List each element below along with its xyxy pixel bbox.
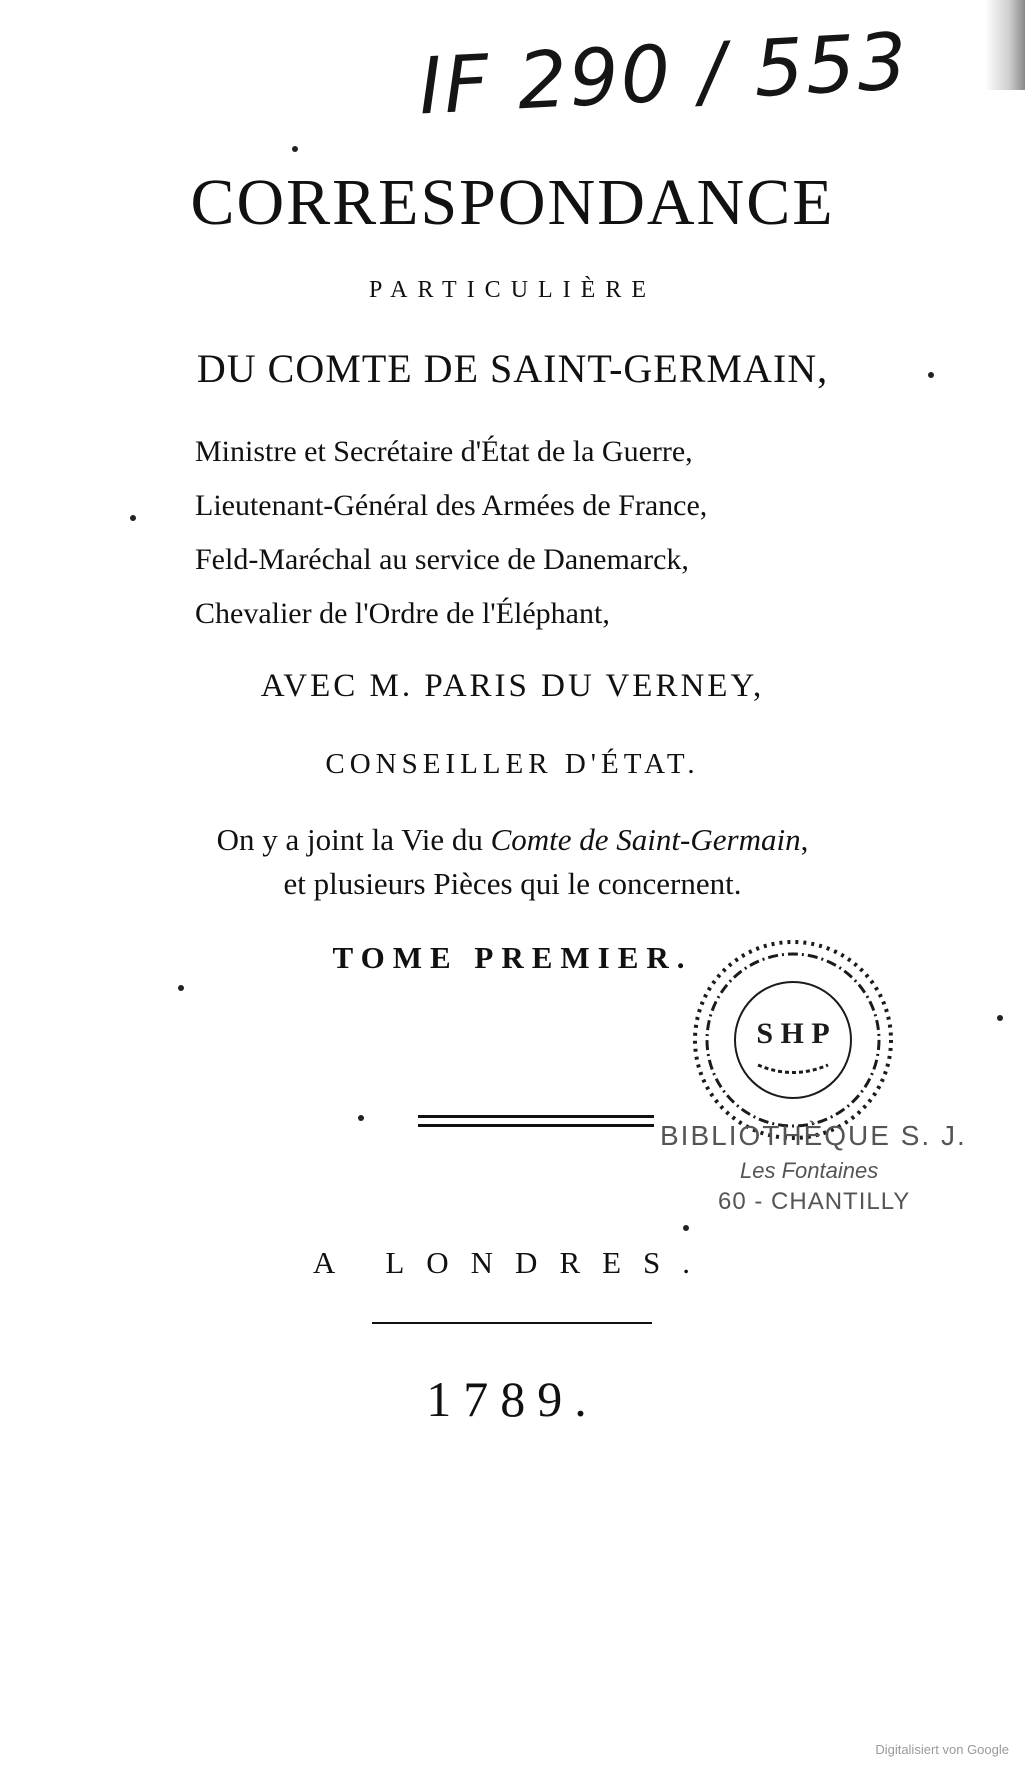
imprint-rule	[372, 1322, 652, 1324]
library-city: 60 - CHANTILLY	[718, 1188, 911, 1215]
handwritten-shelfmark: IF 290 / 553	[416, 16, 912, 133]
addition-suffix: ,	[800, 822, 809, 857]
paper-speck	[683, 1225, 689, 1231]
paper-speck	[997, 1015, 1003, 1021]
addition-line-1	[0, 818, 1025, 862]
paper-speck	[358, 1115, 364, 1121]
paper-speck	[130, 515, 136, 521]
subject-title-line: Chevalier de l'Ordre de l'Éléphant,	[195, 597, 610, 630]
volume-label: TOME PREMIER.	[332, 940, 693, 975]
correspondent-role: CONSEILLER D'ÉTAT.	[325, 748, 700, 780]
paper-speck	[928, 372, 934, 378]
library-seal-stamp	[688, 935, 898, 1145]
library-location: Les Fontaines	[740, 1158, 879, 1183]
addition-prefix: On y a joint la Vie du	[216, 822, 491, 857]
digitizer-watermark: Digitalisiert von Google	[875, 1742, 1009, 1757]
imprint-year: 1789.	[426, 1371, 599, 1427]
paper-speck	[292, 146, 298, 152]
imprint-place: A LONDRES.	[312, 1245, 713, 1280]
title-subject: DU COMTE DE SAINT-GERMAIN,	[196, 346, 829, 391]
divider-rule	[418, 1115, 654, 1118]
addition-note	[0, 818, 1025, 906]
library-ownership-stamp	[660, 1120, 990, 1216]
title-main: CORRESPONDANCE	[190, 166, 835, 239]
addition-italic-name: Comte de Saint-Germain	[490, 822, 801, 857]
subject-titles	[195, 425, 955, 641]
paper-speck	[178, 985, 184, 991]
subject-title-line: Lieutenant-Général des Armées de France,	[195, 489, 708, 522]
title-sub: PARTICULIÈRE	[368, 277, 656, 303]
page-edge-shadow	[985, 0, 1025, 90]
addition-line-2: et plusieurs Pièces qui le concernent.	[283, 866, 742, 901]
seal-text: S H P	[756, 1017, 830, 1050]
divider-rule	[418, 1124, 654, 1127]
correspondent-line: AVEC M. PARIS DU VERNEY,	[260, 668, 765, 704]
subject-title-line: Ministre et Secrétaire d'État de la Guerre,	[195, 435, 693, 468]
library-name: BIBLIOTHÈQUE S. J.	[660, 1120, 967, 1151]
subject-title-line: Feld-Maréchal au service de Danemarck,	[195, 543, 689, 576]
